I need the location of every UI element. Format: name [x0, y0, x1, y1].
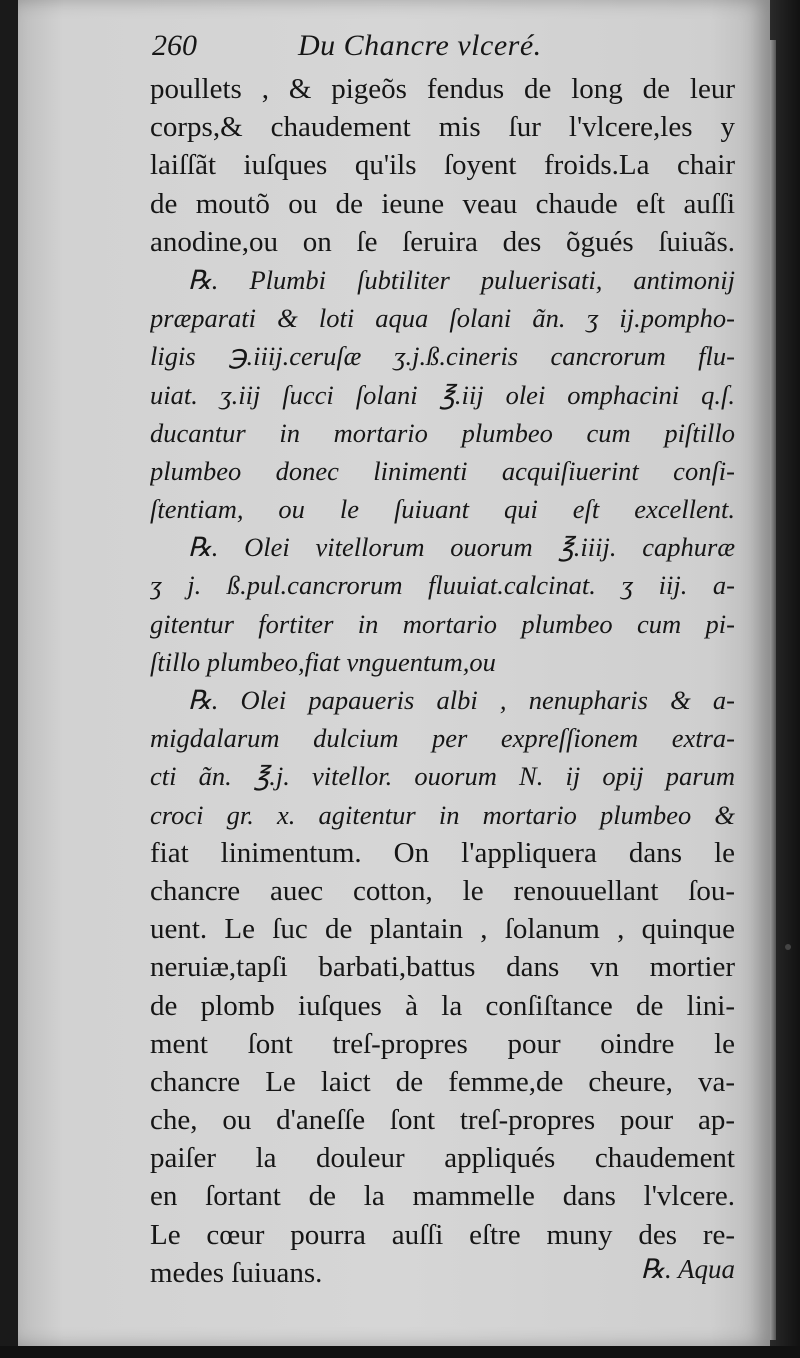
text-line: che, ou d'aneſſe ſont treſ-propres pour ap- — [150, 1104, 735, 1137]
text-line: paiſer la douleur appliqués chaudement — [150, 1142, 735, 1175]
text-line: cti ãn. ℥.j. vitellor. ouorum N. ij opij parum — [150, 761, 735, 792]
text-line: corps,& chaudement mis ſur l'vlcere,les y — [150, 111, 735, 144]
running-title: Du Chancre vlceré. — [298, 29, 542, 62]
text-line: uent. Le ſuc de plantain , ſolanum , quinque — [150, 913, 735, 946]
text-line: migdalarum dulcium per expreſſionem extra- — [150, 723, 735, 754]
text-line: uiat. ʒ.iij ſucci ſolani ℥.iij olei omphacini q.ſ. — [150, 379, 735, 410]
text-line: ℞. Plumbi ſubtiliter puluerisati, antimonij — [188, 264, 735, 295]
text-line: ment ſont treſ-propres pour oindre le — [150, 1027, 735, 1060]
text-line: de plomb iuſques à la conſiſtance de lini- — [150, 989, 735, 1022]
text-line: chancre auec cotton, le renouuellant ſou- — [150, 874, 735, 907]
text-line: de moutõ ou de ieune veau chaude eſt auſſi — [150, 187, 735, 220]
text-line: gitentur fortiter in mortario plumbeo cum pi- — [150, 608, 735, 639]
running-header — [150, 24, 735, 68]
text-line: fiat linimentum. On l'appliquera dans le — [150, 836, 735, 869]
text-line: poullets , & pigeõs fendus de long de leur — [150, 73, 735, 105]
text-line: neruiæ,tapſi barbati,battus dans vn mortier — [150, 951, 735, 984]
text-line: ſtentiam, ou le ſuiuant qui eſt excellent. — [150, 494, 735, 525]
text-line: ℞. Olei vitellorum ouorum ℥.iiij. caphuræ — [188, 532, 735, 563]
catchword: ℞. Aqua — [640, 1254, 735, 1284]
text-line: chancre Le laict de femme,de cheure, va- — [150, 1065, 735, 1098]
text-line: ligis ℈.iiij.ceruſæ ʒ.j.ß.cineris cancrorum flu- — [150, 341, 735, 372]
text-line: laiſſãt iuſques qu'ils ſoyent froids.La chair — [150, 149, 735, 182]
text-line: croci gr. x. agitentur in mortario plumbeo & — [150, 799, 735, 830]
text-line: præparati & loti aqua ſolani ãn. ʒ ij.pompho- — [150, 303, 735, 334]
text-line: ℞. Olei papaueris albi , nenupharis & a- — [188, 685, 735, 715]
body-text — [150, 70, 735, 1292]
text-line: Le cœur pourra auſſi eſtre muny des re- — [150, 1218, 735, 1251]
text-line: medes ſuiuans. — [150, 1256, 323, 1289]
text-line: en ſortant de la mammelle dans l'vlcere. — [150, 1180, 735, 1213]
text-line: ducantur in mortario plumbeo cum piſtillo — [150, 417, 735, 448]
page-number: 260 — [152, 29, 197, 62]
page-bottom-edge — [0, 1346, 800, 1358]
text-line: ſtillo plumbeo,fiat vnguentum,ou — [150, 646, 496, 677]
text-line: ʒ j. ß.pul.cancrorum fluuiat.calcinat. ʒ iij. a- — [150, 570, 735, 601]
text-line: plumbeo donec linimenti acquiſiuerint conſi- — [150, 455, 735, 486]
text-line: anodine,ou on ſe ſeruira des õgués ſuiuãs. — [150, 225, 735, 258]
book-gutter-edge — [770, 0, 800, 1358]
ink-spot — [785, 944, 791, 950]
